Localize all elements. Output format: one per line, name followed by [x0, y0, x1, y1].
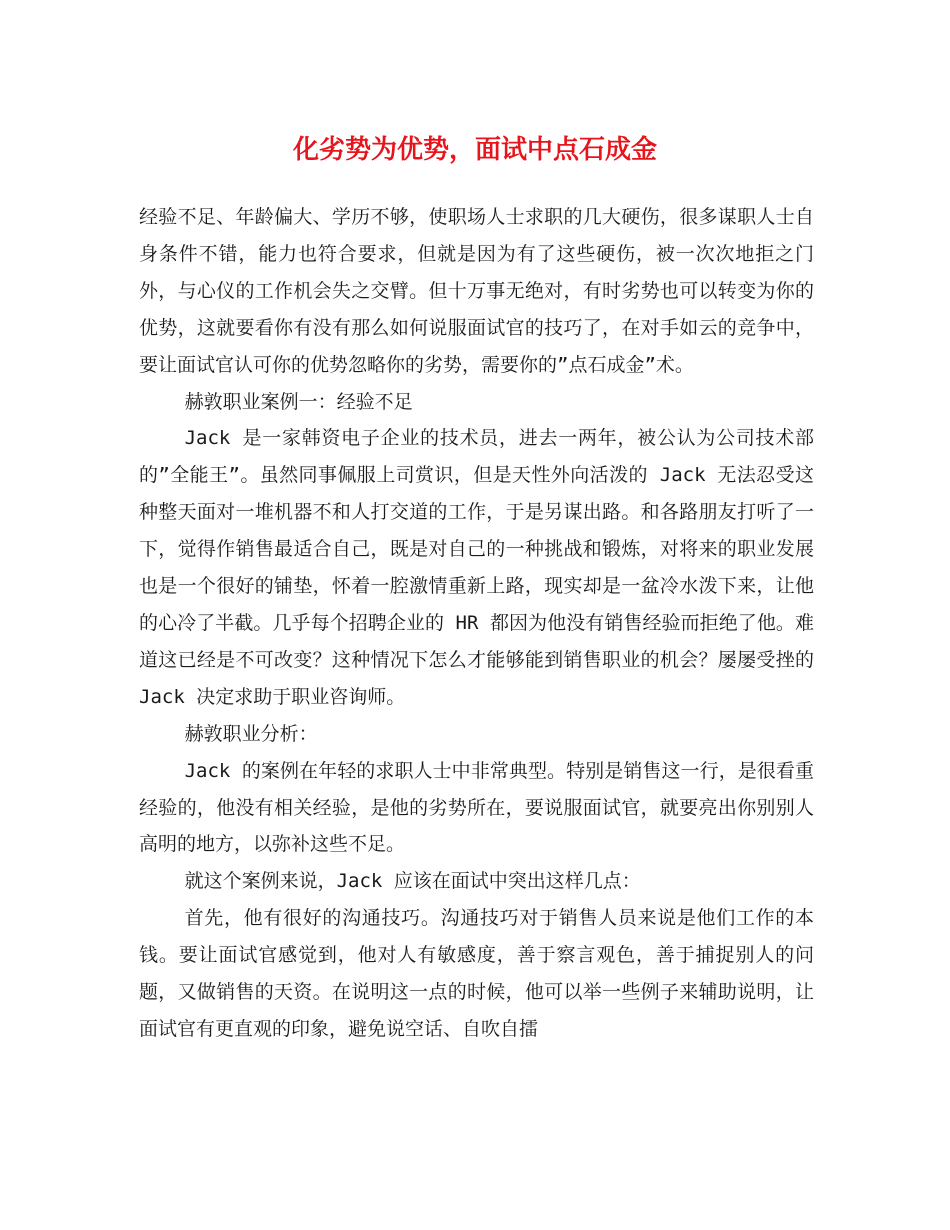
- paragraph-analysis-heading: 赫敦职业分析：: [184, 722, 318, 745]
- document-title: 化劣势为优势，面试中点石成金: [292, 135, 657, 165]
- paragraph-intro: 经验不足、年龄偏大、学历不够，使职场人士求职的几大硬伤，很多谋职人士自身条件不错，能力也符合要求，但就是因为有了这些硬伤，被一次次地拒之门外，与心仪的工作机会失之交臂。但十万事无绝对，有时劣势也可以转变为你的优势，这就要看你有没有那么如何说服面试官的技巧了，在对手如云的竞争中，要让面试官认可你的优势忽略你的劣势，需要你的”点石成金”术。: [139, 206, 814, 376]
- paragraph-analysis: Jack 的案例在年轻的求职人士中非常典型。特别是销售这一行，是很看重经验的，他没有相关经验，是他的劣势所在，要说服面试官，就要亮出你别别人高明的地方，以弥补这些不足。: [139, 759, 814, 856]
- paragraph-case-heading: 赫敦职业案例一：经验不足: [184, 390, 413, 413]
- document-body: [139, 199, 814, 1048]
- paragraph-points-intro: 就这个案例来说，Jack 应该在面试中突出这样几点：: [184, 870, 641, 893]
- paragraph-first-point: 首先，他有很好的沟通技巧。沟通技巧对于销售人员来说是他们工作的本钱。要让面试官感觉到，他对人有敏感度，善于察言观色，善于捕捉别人的问题，又做销售的天资。在说明这一点的时候，他可以举一些例子来辅助说明，让面试官有更直观的印象，避免说空话、自吹自擂: [139, 907, 814, 1040]
- paragraph-case-story: Jack 是一家韩资电子企业的技术员，进去一两年，被公认为公司技术部的”全能王”。虽然同事佩服上司赏识，但是天性外向活泼的 Jack 无法忍受这种整天面对一堆机器不和人打交道的工作，于是另谋出路。和各路朋友打听了一下，觉得作销售最适合自己，既是对自己的一种挑战和锻炼，对将来的职业发展也是一个很好的铺垫，怀着一腔激情重新上路，现实却是一盆冷水泼下来，让他的心冷了半截。几乎每个招聘企业的 HR 都因为他没有销售经验而拒绝了他。难道这已经是不可改变？这种情况下怎么才能够能到销售职业的机会？屡屡受挫的 Jack 决定求助于职业咨询师。: [139, 427, 814, 708]
